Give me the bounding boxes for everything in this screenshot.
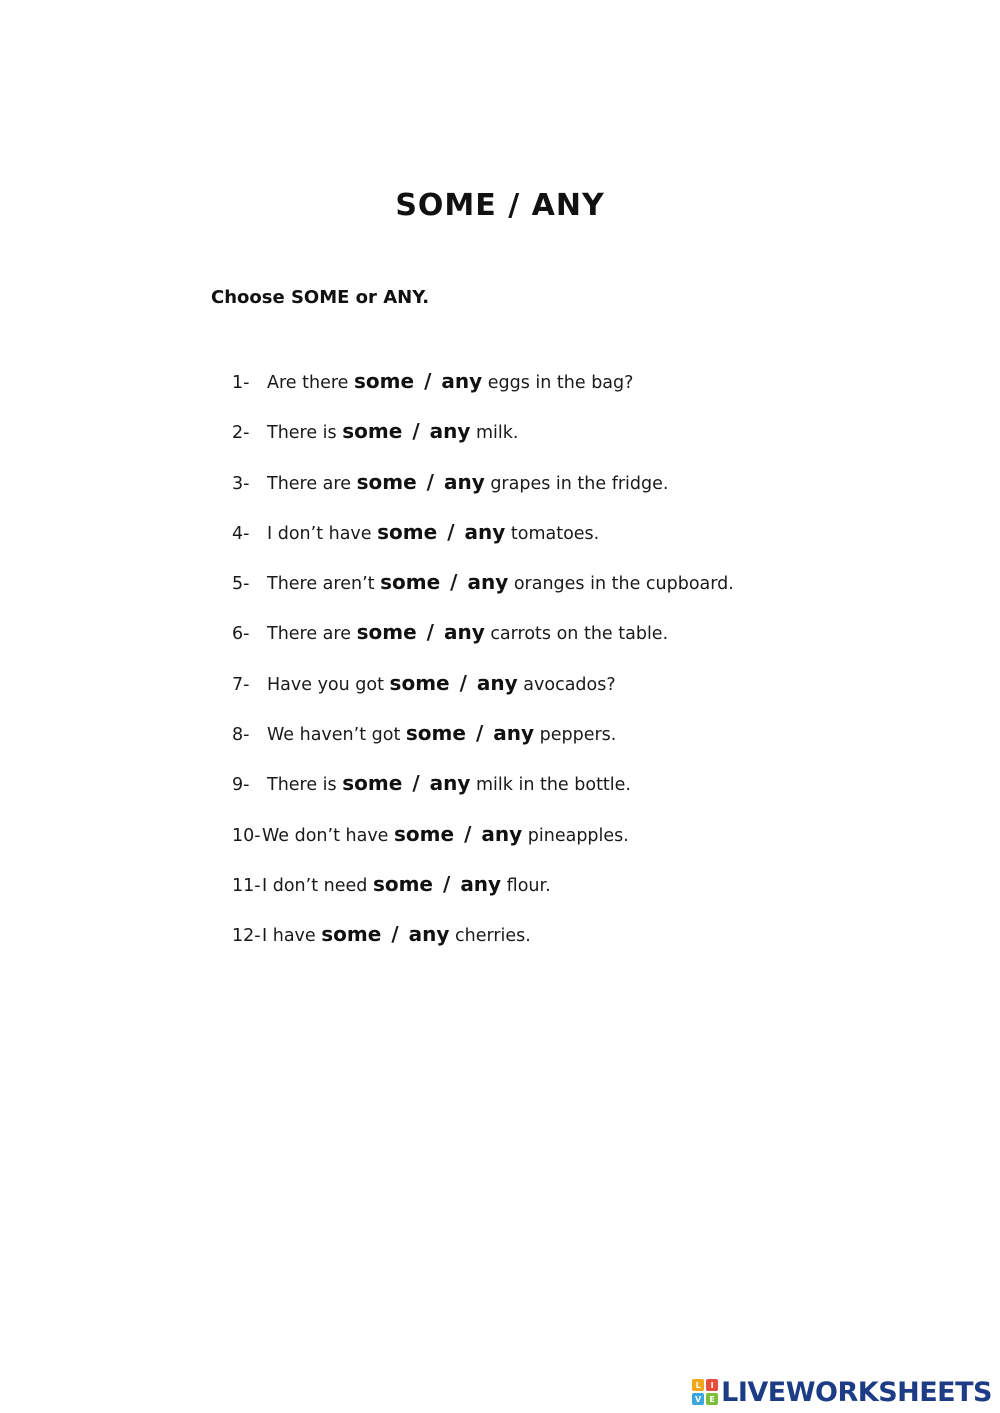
question-item [232, 668, 734, 718]
question-number: 2- [232, 423, 250, 444]
option-some[interactable]: some [372, 871, 433, 896]
option-separator: / [426, 469, 434, 494]
option-any[interactable]: any [408, 922, 450, 947]
option-any[interactable]: any [429, 771, 471, 796]
question-text-after: grapes in the fridge. [490, 473, 669, 494]
question-text-before: Have you got [267, 674, 384, 695]
question-item [232, 567, 734, 617]
question-text-after: flour. [506, 875, 551, 896]
question-text-before: There is [267, 423, 337, 444]
question-number: 4- [232, 523, 250, 544]
option-some[interactable]: some [356, 620, 417, 645]
option-separator: / [426, 620, 434, 645]
question-text-before: There is [267, 775, 337, 796]
question-item [232, 416, 734, 466]
option-some[interactable]: some [377, 519, 438, 544]
option-some[interactable]: some [321, 922, 382, 947]
option-separator: / [447, 519, 455, 544]
question-text-after: peppers. [539, 725, 617, 746]
question-number: 1- [232, 373, 250, 393]
logo-letter-v: V [692, 1393, 704, 1405]
option-separator: / [464, 821, 472, 846]
question-number: 8- [232, 725, 250, 746]
question-text-before: There are [267, 473, 351, 494]
option-separator: / [412, 419, 420, 444]
question-text-after: oranges in the cupboard. [513, 574, 734, 595]
liveworksheets-logo-icon [692, 1379, 718, 1405]
option-some[interactable]: some [342, 419, 403, 444]
question-text-after: eggs in the bag? [487, 373, 634, 393]
question-number: 12- [232, 926, 261, 947]
option-some[interactable]: some [354, 369, 415, 393]
question-number: 11- [232, 875, 261, 896]
option-any[interactable]: any [443, 620, 485, 645]
option-some[interactable]: some [394, 821, 455, 846]
logo-letter-e: E [706, 1393, 718, 1405]
option-separator: / [475, 721, 484, 746]
question-item [232, 718, 734, 768]
question-item [232, 819, 734, 869]
question-number: 7- [232, 674, 250, 695]
question-text-before: There aren’t [267, 574, 375, 595]
question-number: 5- [232, 574, 250, 595]
question-item [232, 919, 734, 969]
option-any[interactable]: any [493, 721, 535, 746]
option-separator: / [412, 771, 420, 796]
option-some[interactable]: some [356, 469, 417, 494]
option-some[interactable]: some [405, 721, 466, 746]
question-text-after: tomatoes. [510, 523, 600, 544]
question-item [232, 869, 734, 919]
logo-letter-l: L [692, 1379, 704, 1391]
question-text-before: I don’t need [262, 875, 368, 896]
question-number: 9- [232, 775, 250, 796]
question-list [232, 366, 734, 970]
question-item [232, 366, 734, 416]
brand-text: LIVEWORKSHEETS [721, 1376, 992, 1408]
question-text-after: avocados? [523, 674, 616, 695]
question-item [232, 517, 734, 567]
question-number: 10- [232, 825, 261, 846]
option-any[interactable]: any [429, 419, 471, 444]
option-separator: / [459, 670, 467, 695]
option-some[interactable]: some [389, 670, 450, 695]
question-number: 3- [232, 473, 250, 494]
question-text-after: pineapples. [527, 825, 629, 846]
option-some[interactable]: some [342, 771, 403, 796]
option-any[interactable]: any [476, 670, 518, 695]
option-any[interactable]: any [443, 469, 485, 494]
question-item [232, 768, 734, 818]
option-some[interactable]: some [380, 570, 441, 595]
option-separator: / [443, 871, 451, 896]
option-any[interactable]: any [441, 369, 483, 393]
question-item [232, 467, 734, 517]
liveworksheets-brand[interactable] [692, 1375, 992, 1409]
logo-letter-i: I [706, 1379, 718, 1391]
question-number: 6- [232, 624, 250, 645]
question-text-before: We don’t have [262, 825, 389, 846]
question-text-after: milk in the bottle. [475, 775, 631, 796]
question-text-before: We haven’t got [267, 725, 401, 746]
question-text-after: milk. [475, 423, 519, 444]
question-text-before: Are there [267, 373, 349, 393]
option-separator: / [424, 369, 432, 393]
question-item [232, 617, 734, 667]
instruction-text: Choose SOME or ANY. [211, 287, 430, 308]
option-any[interactable]: any [481, 821, 523, 846]
question-text-after: cherries. [454, 926, 531, 947]
worksheet-title: SOME / ANY [395, 188, 605, 223]
option-any[interactable]: any [467, 570, 509, 595]
option-separator: / [391, 922, 399, 947]
option-any[interactable]: any [464, 519, 506, 544]
question-text-before: I have [262, 926, 316, 947]
question-text-before: There are [267, 624, 351, 645]
question-text-after: carrots on the table. [490, 624, 669, 645]
option-any[interactable]: any [460, 871, 502, 896]
option-separator: / [450, 570, 458, 595]
question-text-before: I don’t have [267, 523, 372, 544]
